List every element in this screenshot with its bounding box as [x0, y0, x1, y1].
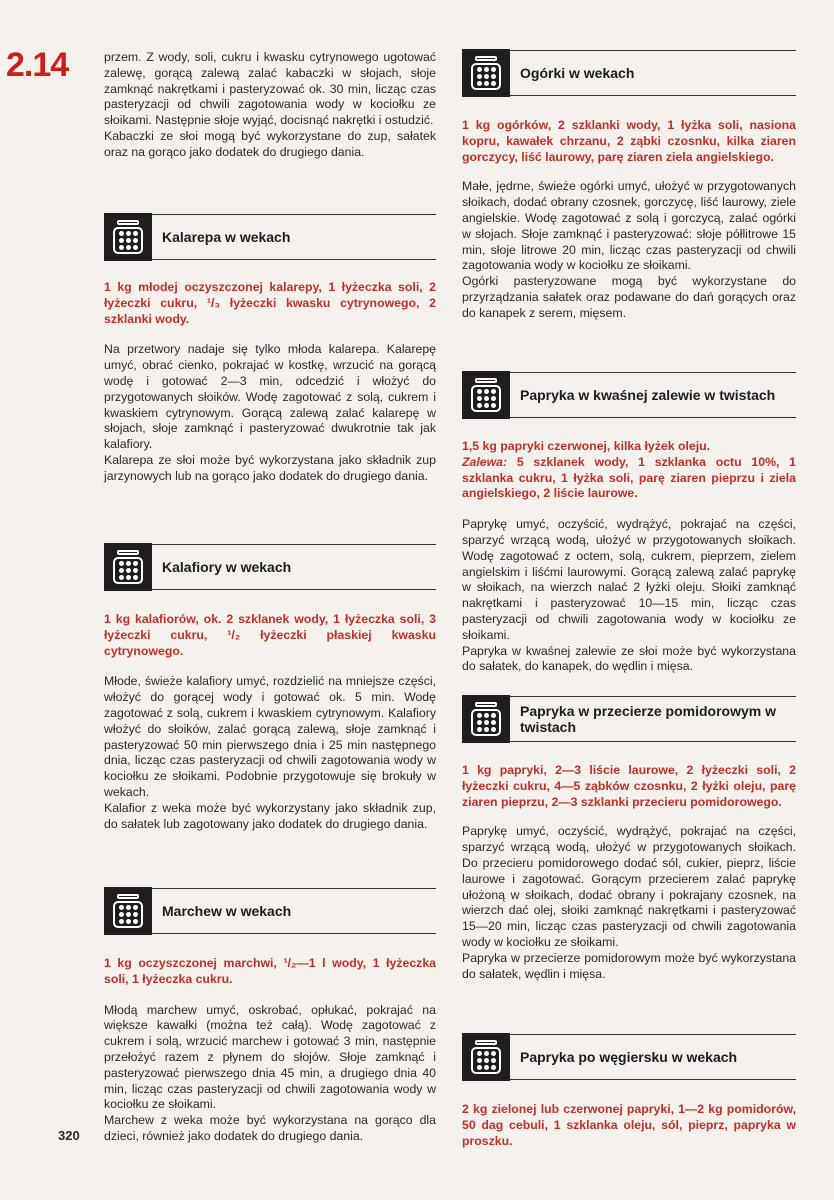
recipe-usage: Kalarepa ze słoi może być wykorzystana jako składnik zup jarzynowych lub na gorąco jako dodatek do drugiego dania.: [104, 452, 436, 483]
recipe-title: Papryka w kwaśnej zalewie w twistach: [520, 387, 776, 403]
recipe-title: Kalarepa w wekach: [162, 229, 291, 245]
recipe-title: Papryka po węgiersku w wekach: [520, 1049, 738, 1065]
section-number: 2.14: [6, 46, 69, 84]
recipe-method: Młodą marchew umyć, oskrobać, opłukać, pokrajać na większe kawałki (można też całą). Wodę zagotować z cukrem i solą, wrzucić marchew i gotować 3 min, następnie przełożyć razem z płynem do słojów. Słoje zamknąć i pasteryzować pierwszego dnia 45 min, a drugiego dnia 40 min, licząc czas pasteryzacji od chwili zagotowania wody w kociołku ze słoikami.: [104, 1002, 436, 1112]
brine-label: Zalewa:: [462, 454, 508, 469]
recipe-usage: Marchew z weka może być wykorzystana na gorąco dla dzieci, również jako dodatek do drugiego dania.: [104, 1113, 436, 1143]
recipe-papryka-kwasna: [462, 372, 796, 675]
recipe-papryka-przecier: [462, 696, 796, 982]
recipe-method: Małe, jędrne, świeże ogórki umyć, ułożyć w przygotowanych słoikach, dodać obrany czosnek, gorczycę, liść laurowy, ziele angielskie. Wodę zagotować z solą i gorczycą, zalać ogórki w słojach. Słoje zamknąć i pasteryzować: słoje półlitrowe 15 min, słoje litrowe 20 min, licząc czas pasteryzacji od chwili zagotowania wody w kociołku ze słoikami.: [462, 179, 796, 273]
recipe-usage: Papryka w kwaśnej zalewie ze słoi może być wykorzystana do sałatek, do kanapek, do wędlin i mięsa.: [462, 643, 796, 674]
recipe-usage: Papryka w przecierze pomidorowym może być wykorzystana do sałatek, wędlin i mięsa.: [462, 950, 796, 981]
paragraph: Kabaczki ze słoi mogą być wykorzystane do zup, sałatek oraz na gorąco jako dodatek do drugiego dania.: [104, 128, 436, 159]
recipe-ingredients: 1 kg ogórków, 2 szklanki wody, 1 łyżka soli, nasiona kopru, kawałek chrzanu, 2 ząbki czosnku, kilka ziaren gorczycy, liść laurowy, parę ziaren ziela angielskiego.: [462, 118, 796, 164]
recipe-ingredients: 1 kg oczyszczonej marchwi, ¹/₂—1 l wody, 1 łyżeczka soli, 1 łyżeczka cukru.: [104, 956, 436, 986]
recipe-header: [462, 50, 796, 96]
recipe-method: Młode, świeże kalafiory umyć, rozdzielić na mniejsze części, włożyć do gorącej wody i gotować ok. 5 min. Wodę zagotować z solą, cukrem i kwaskiem cytrynowym. Kalafiory włożyć do słoików, zalać gorącą zalewą, słoje zamknąć i pasteryzować 50 min pierwszego dnia i 25 min następnego dnia, licząc czas pasteryzacji od chwili zagotowania wody w kociołku ze słoikami. Podobnie przygotowuje się brokuły w wekach.: [104, 674, 436, 799]
page-number: 320: [58, 1128, 80, 1143]
recipe-header: [462, 372, 796, 418]
intro-text: [104, 50, 436, 161]
jar-icon: [462, 1033, 510, 1081]
jar-icon: [462, 695, 510, 743]
recipe-papryka-wegierska: [462, 1034, 796, 1149]
recipe-ingredients: 1 kg papryki, 2—3 liście laurowe, 2 łyżeczki soli, 2 łyżeczki cukru, 4—5 ząbków czosnku, 2 łyżki oleju, parę ziaren pieprzu, 2—3 szklanki przecieru pomidorowego.: [462, 763, 796, 809]
recipe-header: [104, 544, 436, 590]
recipe-usage: Kalafior z weka może być wykorzystany jako składnik zup, do sałatek lub zagotowany jako dodatek do drugiego dania.: [104, 800, 436, 831]
recipe-title: Ogórki w wekach: [520, 65, 635, 81]
recipe-method: Paprykę umyć, oczyścić, wydrążyć, pokrajać na części, sparzyć wrzącą wodą, ułożyć w przygotowanych słoikach. Do przecieru pomidorowego dodać sól, cukier, pieprz, liście laurowe i zagotować. Gorącym przecierem zalać paprykę ułożoną w słoikach, dodać obrany i pokrajany czosnek, na wierzch dać olej, słoiki zamknąć nakrętkami i pasteryzować 15—20 min, licząc czas pasteryzacji od chwili zagotowania wody w kociołku ze słoikami.: [462, 824, 796, 949]
recipe-header: [104, 888, 436, 934]
recipe-method: Paprykę umyć, oczyścić, wydrążyć, pokrajać na części, sparzyć wrzącą wodą, ułożyć w przygotowanych słoikach. Wodę zagotować z octem, solą, cukrem, pieprzem, zielem angielskim i liśćmi laurowymi. Gorącą zalewą zalać paprykę w słoikach, na wierzch nalać 2 łyżki oleju. Słoiki zamknąć nakrętkami i pasteryzować 10—15 min, licząc czas pasteryzacji od chwili zagotowania wody w kociołku ze słoikami.: [462, 517, 796, 642]
recipe-ogorki: [462, 50, 796, 322]
jar-icon: [104, 543, 152, 591]
paragraph: przem. Z wody, soli, cukru i kwasku cytrynowego ugotować zalewę, gorącą zalewą zalać kabaczki w słojach, słoje zamknąć nakrętkami i pasteryzować ok. 30 min, licząc czas pasteryzacji od chwili zagotowania wody w kociołku ze słoikami. Następnie słoje wyjąć, docisnąć nakrętki i ostudzić.: [104, 50, 436, 128]
jar-icon: [462, 371, 510, 419]
recipe-ingredients: [462, 439, 796, 502]
recipe-ingredients: 1 kg kalafiorów, ok. 2 szklanek wody, 1 łyżeczka soli, 3 łyżeczki cukru, ¹/₂ łyżeczki płaskiej kwasku cytrynowego.: [104, 612, 436, 658]
recipe-title: Marchew w wekach: [162, 903, 292, 919]
recipe-header: [462, 696, 796, 742]
jar-icon: [104, 213, 152, 261]
recipe-header: [462, 1034, 796, 1080]
recipe-header: [104, 214, 436, 260]
jar-icon: [462, 49, 510, 97]
brine-ingredients: 5 szklanek wody, 1 szklanka octu 10%, 1 szklanka cukru, 1 łyżka soli, parę ziaren pieprzu i ziela angielskiego, 2 liście laurowe.: [462, 454, 797, 501]
recipe-kalafiory: [104, 544, 436, 832]
recipe-usage: Ogórki pasteryzowane mogą być wykorzystane do przyrządzania sałatek oraz podawane do dań gorących oraz do kanapek z serem, mięsem.: [462, 274, 796, 320]
ingredients-main: 1,5 kg papryki czerwonej, kilka łyżek oleju.: [462, 439, 711, 453]
recipe-ingredients: 2 kg zielonej lub czerwonej papryki, 1—2 kg pomidorów, 50 dag cebuli, 1 szklanka oleju, sól, pieprz, papryka w proszku.: [462, 1102, 796, 1148]
recipe-kalarepa: [104, 214, 436, 485]
recipe-marchew: [104, 888, 436, 1145]
recipe-title: Papryka w przecierze pomidorowym w twistach: [520, 703, 776, 735]
recipe-title: Kalafiory w wekach: [162, 559, 292, 575]
recipe-method: Na przetwory nadaje się tylko młoda kalarepa. Kalarepę umyć, obrać cienko, pokrajać w kostkę, wrzucić na gorącą wodę i gotować 2—3 min, odcedzić i włożyć do przygotowanych słoików. Wodę zagotować z solą, cukrem i kwaskiem cytrynowym. Gorącą zalewą zalać kalarepę w słojach, słoje zamknąć i pasteryzować dwukrotnie tak jak kalafiory.: [104, 342, 436, 452]
jar-icon: [104, 887, 152, 935]
recipe-ingredients: 1 kg młodej oczyszczonej kalarepy, 1 łyżeczka soli, 2 łyżeczki cukru, ¹/₃ łyżeczki kwasku cytrynowego, 2 szklanki wody.: [104, 280, 436, 326]
